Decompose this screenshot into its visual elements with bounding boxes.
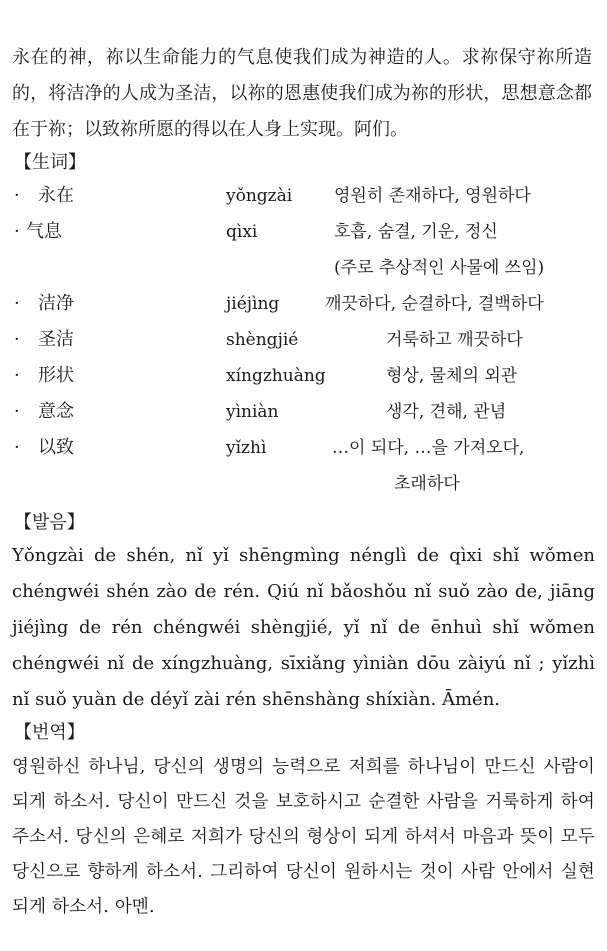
vocab-meaning: 생각, 견해, 관념 (386, 402, 507, 422)
vocab-word: 气息 (26, 221, 62, 242)
vocab-row (12, 430, 595, 466)
vocab-meaning: 형상, 물체의 외관 (386, 366, 518, 386)
pinyin-text: Yǒngzài de shén, nǐ yǐ shēngmìng nénglì de qìxi shǐ wǒmen chéngwéi shén zào de rén. Qiú nǐ bǎoshǒu nǐ suǒ zào de, jiāng jiéjìng de rén chéngwéi shèngjié, yǐ nǐ de ēnhuì shǐ wǒmen chéngwéi nǐ de xíngzhuàng, sīxiǎng yìniàn dōu zàiyú nǐ ; yǐzhì nǐ suǒ yuàn de déyǐ zài rén shēnshàng shíxiàn. Āmén. (12, 545, 595, 710)
vocab-pinyin: qìxi (226, 222, 258, 242)
vocab-word: 形状 (38, 365, 74, 386)
vocab-meaning-note: 초래하다 (394, 474, 460, 494)
vocab-word: 洁净 (38, 293, 74, 314)
vocab-pinyin: yǒngzài (226, 186, 293, 206)
vocab-word: 意念 (38, 401, 74, 422)
vocab-meaning: 호흡, 숨결, 기운, 정신 (334, 222, 498, 242)
bullet: · (14, 365, 20, 386)
vocab-heading: 【生词】 (14, 152, 86, 173)
bullet: · (14, 293, 20, 314)
vocab-row (12, 286, 595, 322)
vocab-row (12, 214, 595, 250)
vocab-row (12, 178, 595, 214)
bullet: · (14, 437, 20, 458)
vocab-pinyin: yìniàn (226, 402, 279, 422)
vocab-pinyin: jiéjìng (226, 294, 280, 314)
vocab-pinyin: xíngzhuàng (226, 366, 326, 386)
bullet: · (14, 329, 20, 350)
bullet: · (14, 221, 20, 242)
vocab-pinyin: shèngjié (226, 330, 299, 350)
vocab-word: 永在 (38, 185, 74, 206)
vocab-meaning-note: (주로 추상적인 사물에 쓰임) (334, 258, 545, 278)
vocab-row-continuation (12, 466, 595, 502)
bullet: · (14, 185, 20, 206)
vocab-pinyin: yǐzhì (226, 438, 267, 458)
vocab-word: 以致 (38, 437, 74, 458)
vocab-row (12, 358, 595, 394)
vocab-row (12, 394, 595, 430)
pronunciation-heading: 【발음】 (14, 512, 85, 533)
vocab-row (12, 322, 595, 358)
vocab-word: 圣洁 (38, 329, 74, 350)
vocab-meaning: 영원히 존재하다, 영원하다 (334, 186, 531, 206)
bullet: · (14, 401, 20, 422)
korean-translation-text: 영원하신 하나님, 당신의 생명의 능력으로 저희를 하나님이 만드신 사람이 되게 하소서. 당신이 만드신 것을 보호하시고 순결한 사람을 거룩하게 하여주소서. 당신의 은혜로 저희가 당신의 형상이 되게 하셔서 마음과 뜻이 모두 당신으로 향하게 하소서. 그리하여 당신이 원하시는 것이 사람 안에서 실현되게 하소서. 아멘. (12, 757, 595, 917)
vocab-meaning: 깨끗하다, 순결하다, 결백하다 (325, 294, 544, 314)
vocab-row-continuation (12, 250, 595, 286)
chinese-prayer-text: 永在的神，祢以生命能力的气息使我们成为神造的人。求祢保守祢所造的，将洁净的人成为圣洁，以祢的恩惠使我们成为祢的形状，思想意念都在于祢；以致祢所愿的得以在人身上实现。阿们。 (12, 47, 592, 140)
translation-heading: 【번역】 (14, 722, 85, 743)
vocab-meaning: …이 되다, …을 가져오다, (332, 438, 525, 458)
vocab-meaning: 거룩하고 깨끗하다 (386, 330, 523, 350)
